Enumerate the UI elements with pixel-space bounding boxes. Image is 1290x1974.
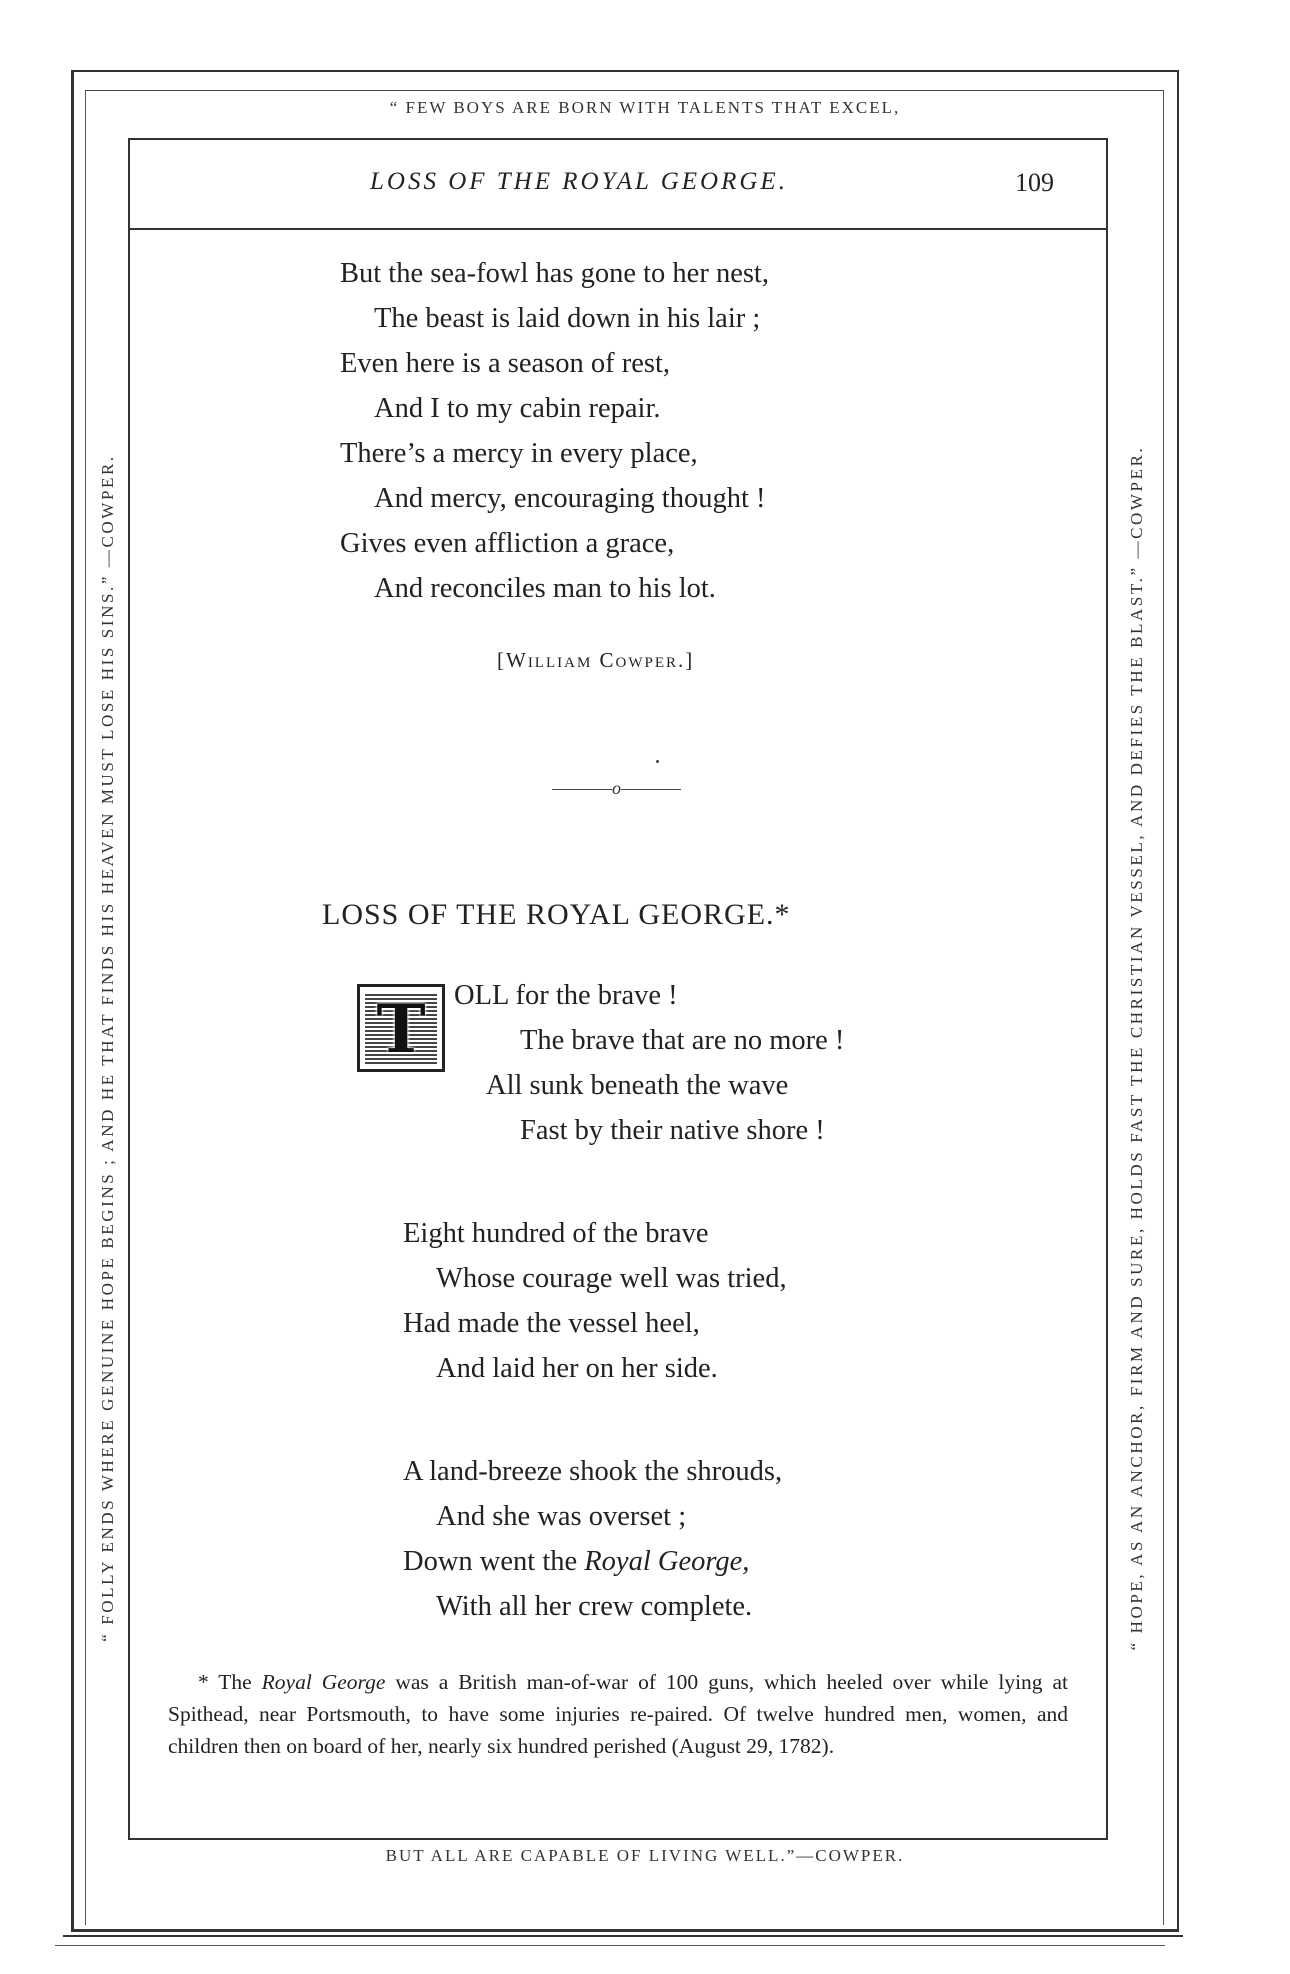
- border-motto-left: “ FOLLY ENDS WHERE GENUINE HOPE BEGINS ; AND HE THAT FINDS HIS HEAVEN MUST LOSE HIS SINS.” —COWPER.: [98, 454, 117, 1642]
- border-motto-right: “ HOPE, AS AN ANCHOR, FIRM AND SURE, HOLDS FAST THE CHRISTIAN VESSEL, AND DEFIES THE BLAST.” —COWPER.: [1127, 445, 1146, 1651]
- poem-line: And I to my cabin repair.: [374, 393, 661, 424]
- poem-line: Even here is a season of rest,: [340, 348, 671, 379]
- footnote-text: was a British man-of-war of 100 guns, which heeled over while lying at Spithead, near Portsmouth, to have some injuries re-paired. Of twelve hundred men, women, and children then on board of her, nearly six hundred perished (August 29, 1782).: [168, 1670, 1068, 1758]
- border-rule-right: [1163, 90, 1164, 1925]
- page-number: 109: [1015, 168, 1054, 197]
- border-rule-left: [85, 90, 86, 1925]
- drop-cap-letter: T: [376, 990, 426, 1068]
- poem-line: The brave that are no more !: [520, 1025, 845, 1056]
- poem-line: OLL for the brave !: [454, 980, 678, 1011]
- ornamental-drop-cap: [357, 984, 445, 1072]
- section-separator: [552, 778, 681, 799]
- poem-line: And reconciles man to his lot.: [374, 573, 716, 604]
- poem-line: Whose courage well was tried,: [436, 1263, 787, 1294]
- running-title: LOSS OF THE ROYAL GEORGE.: [370, 168, 788, 195]
- separator-dash-left: [552, 789, 612, 790]
- poem-line-text: Down went the: [403, 1546, 585, 1577]
- poem-line: But the sea-fowl has gone to her nest,: [340, 258, 769, 289]
- border-rule-bottom-secondary: [55, 1945, 1165, 1946]
- header-rule: [128, 228, 1108, 230]
- footnote-ship-name: Royal George: [261, 1670, 386, 1694]
- author-signature: [William Cowper.]: [497, 648, 695, 672]
- poem-line: A land-breeze shook the shrouds,: [403, 1456, 783, 1487]
- poem-line: All sunk beneath the wave: [486, 1070, 789, 1101]
- border-motto-bottom: BUT ALL ARE CAPABLE OF LIVING WELL.”—COWPER.: [385, 1846, 905, 1865]
- poem-line: Gives even affliction a grace,: [340, 528, 675, 559]
- poem-title: LOSS OF THE ROYAL GEORGE.*: [322, 898, 791, 931]
- poem-line: The beast is laid down in his lair ;: [374, 303, 761, 334]
- poem-line: And mercy, encouraging thought !: [374, 483, 766, 514]
- border-rule-top: [85, 90, 1163, 91]
- footnote-marker: * The: [198, 1670, 262, 1694]
- separator-mark: o: [612, 778, 621, 798]
- footnote: [168, 1666, 1068, 1762]
- border-motto-top: “ FEW BOYS ARE BORN WITH TALENTS THAT EXCEL,: [389, 98, 901, 117]
- poem-line: With all her crew complete.: [436, 1591, 753, 1622]
- poem-line: Had made the vessel heel,: [403, 1308, 700, 1339]
- separator-dot: [656, 760, 659, 763]
- poem-line: Eight hundred of the brave: [403, 1218, 709, 1249]
- separator-dash-right: [621, 789, 681, 790]
- poem-line: And she was overset ;: [436, 1501, 687, 1532]
- poem-line: And laid her on her side.: [436, 1353, 718, 1384]
- poem-line: There’s a mercy in every place,: [340, 438, 698, 469]
- ship-name-italic: Royal George,: [584, 1546, 750, 1577]
- poem-line: [403, 1546, 749, 1578]
- poem-line: Fast by their native shore !: [520, 1115, 825, 1146]
- border-rule-bottom: [63, 1935, 1183, 1937]
